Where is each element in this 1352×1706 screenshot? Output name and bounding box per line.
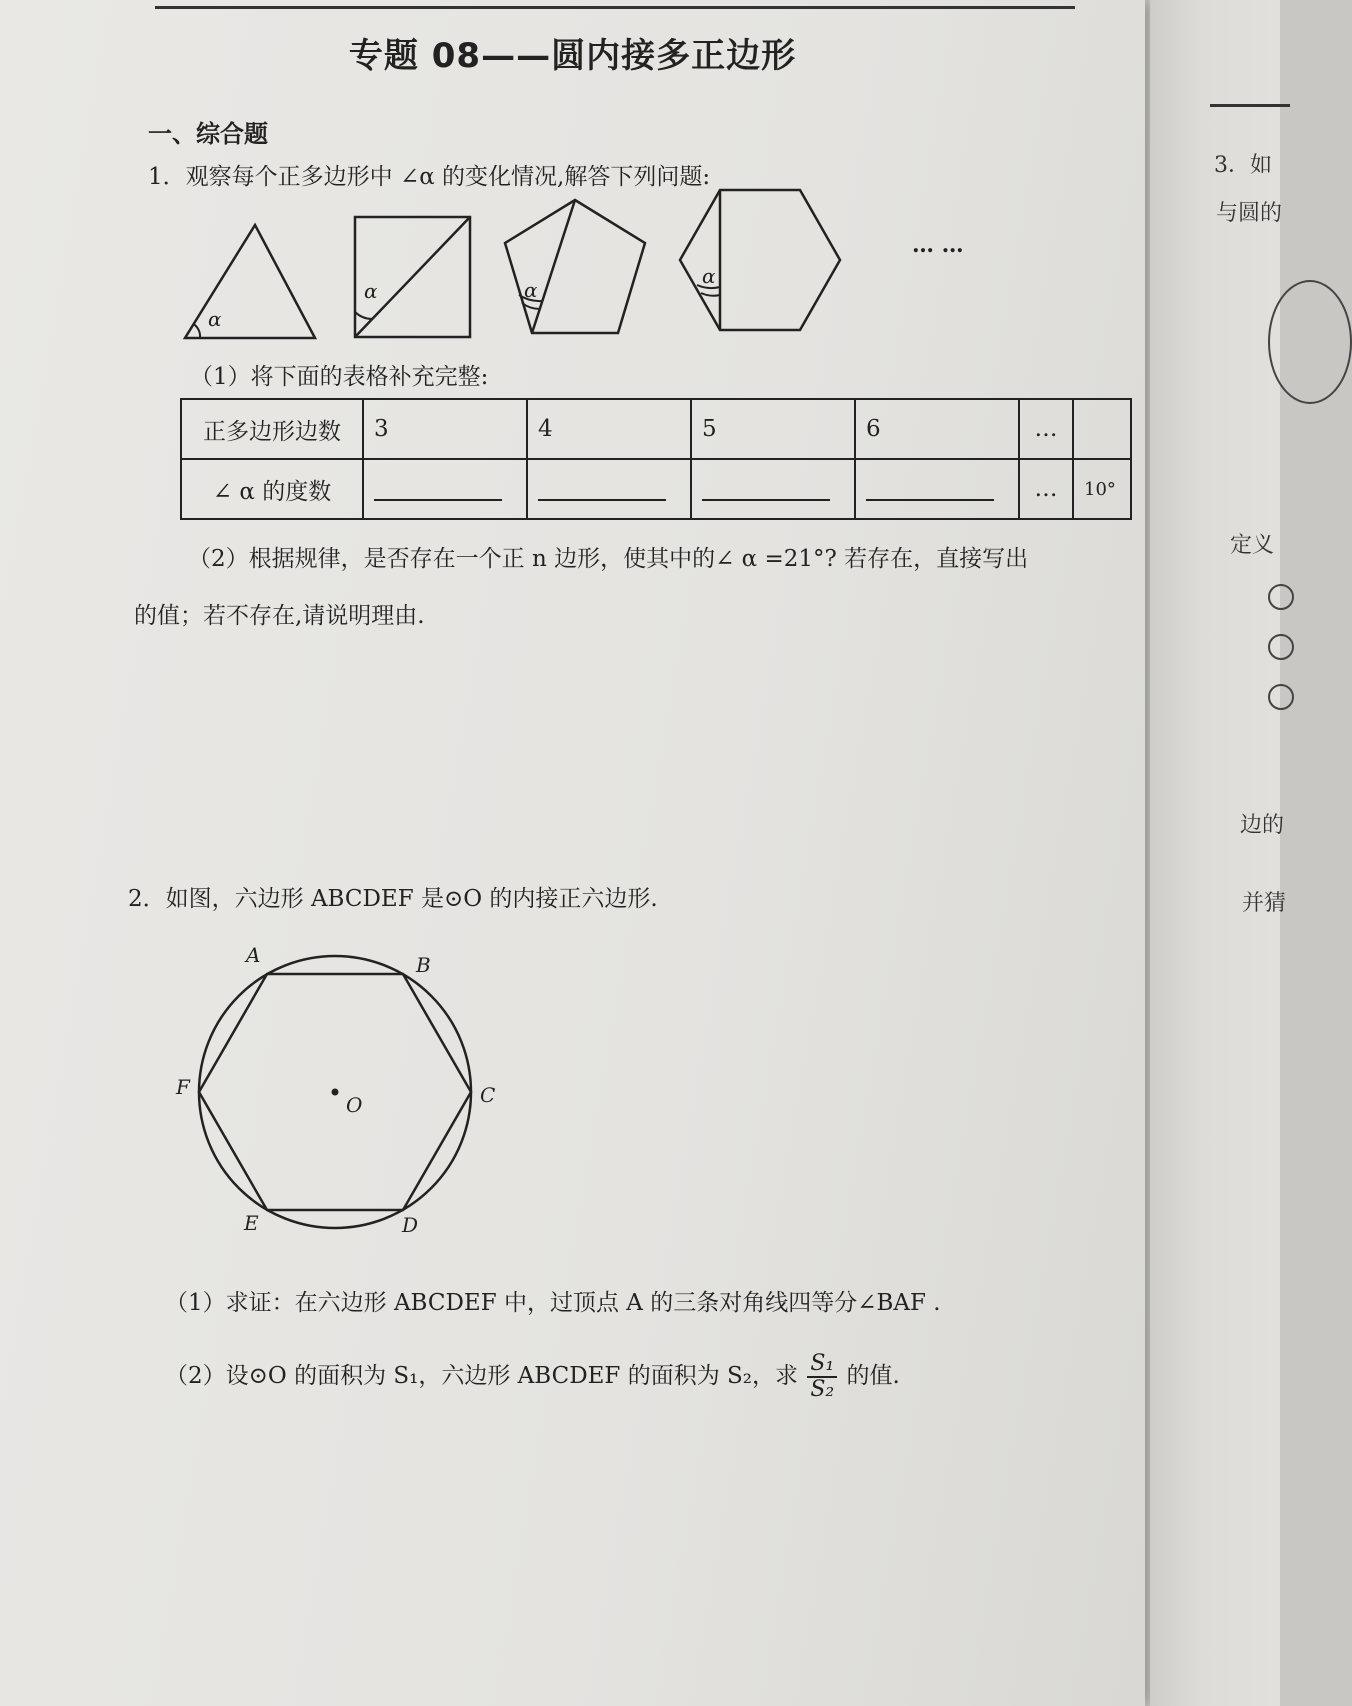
adjacent-q3: 3．如 bbox=[1214, 153, 1272, 178]
alpha-label: α bbox=[364, 279, 378, 303]
alpha-label: α bbox=[208, 307, 222, 331]
table-cell-sides: 4 bbox=[527, 399, 691, 459]
fraction-numerator: S₁ bbox=[807, 1352, 837, 1378]
table-cell-last-value: 10° bbox=[1073, 459, 1131, 519]
answer-blank-cell[interactable] bbox=[691, 459, 855, 519]
adjacent-circle bbox=[1268, 280, 1352, 404]
answer-blank-cell[interactable] bbox=[363, 459, 527, 519]
q1-sub2-line1: （2）根据规律，是否存在一个正 n 边形，使其中的∠ α =21°? 若存在，直接写出 bbox=[188, 546, 1029, 572]
table-cell-sides: 3 bbox=[363, 399, 527, 459]
square-figure bbox=[350, 212, 475, 342]
adjacent-define: 定义 bbox=[1230, 533, 1275, 558]
row-header-angle: ∠ α 的度数 bbox=[181, 459, 363, 519]
center-label-o: O bbox=[346, 1093, 363, 1117]
adjacent-page bbox=[1150, 0, 1287, 1706]
table-cell-sides: 5 bbox=[691, 399, 855, 459]
answer-blank[interactable] bbox=[702, 479, 830, 501]
hexagon-figure bbox=[675, 185, 845, 335]
q2-sub2 bbox=[165, 1352, 900, 1402]
q1-sub2-line2: 的值；若不存在,请说明理由. bbox=[134, 603, 425, 629]
vertex-label-a: A bbox=[246, 943, 261, 967]
adjacent-marker bbox=[1268, 584, 1294, 610]
adjacent-and: 并猜 bbox=[1242, 891, 1287, 916]
vertex-label-e: E bbox=[244, 1211, 259, 1235]
table-cell-dots: … bbox=[1019, 399, 1073, 459]
table-row bbox=[181, 399, 1131, 459]
adjacent-line2: 与圆的 bbox=[1216, 201, 1283, 226]
adjacent-rule bbox=[1210, 104, 1290, 107]
q2-sub1: （1）求证：在六边形 ABCDEF 中，过顶点 A 的三条对角线四等分∠BAF . bbox=[165, 1290, 941, 1316]
hexagon-in-circle-figure bbox=[170, 940, 510, 1240]
fraction-denominator: S₂ bbox=[810, 1377, 835, 1402]
adjacent-edge: 边的 bbox=[1240, 813, 1285, 838]
adjacent-marker bbox=[1268, 634, 1294, 660]
q2-sub2-text: （2）设⊙O 的面积为 S₁，六边形 ABCDEF 的面积为 S₂，求 bbox=[165, 1363, 798, 1389]
table-cell-empty bbox=[1073, 399, 1131, 459]
q1-stem: 1．观察每个正多边形中 ∠α 的变化情况,解答下列问题: bbox=[148, 164, 711, 190]
vertex-label-c: C bbox=[480, 1083, 496, 1107]
vertex-label-d: D bbox=[402, 1213, 419, 1237]
pentagon-figure bbox=[500, 195, 650, 340]
table-cell-sides: 6 bbox=[855, 399, 1019, 459]
table-row bbox=[181, 459, 1131, 519]
q2-stem: 2．如图，六边形 ABCDEF 是⊙O 的内接正六边形. bbox=[128, 886, 658, 912]
alpha-label: α bbox=[702, 264, 716, 288]
top-rule bbox=[155, 6, 1075, 9]
vertex-label-f: F bbox=[176, 1075, 190, 1099]
answer-blank-cell[interactable] bbox=[527, 459, 691, 519]
q1-sub1: （1）将下面的表格补充完整: bbox=[190, 364, 489, 390]
adjacent-marker bbox=[1268, 684, 1294, 710]
answer-blank[interactable] bbox=[538, 479, 666, 501]
answer-blank[interactable] bbox=[374, 479, 502, 501]
table-cell-dots: … bbox=[1019, 459, 1073, 519]
answer-blank[interactable] bbox=[866, 479, 994, 501]
figure-ellipsis: … … bbox=[912, 232, 964, 258]
area-ratio-fraction bbox=[807, 1352, 837, 1402]
triangle-figure bbox=[180, 220, 320, 345]
section-heading: 一、综合题 bbox=[148, 120, 268, 148]
q2-sub2-end: 的值. bbox=[846, 1363, 900, 1389]
row-header-sides: 正多边形边数 bbox=[181, 399, 363, 459]
page-title: 专题 08——圆内接多正边形 bbox=[348, 36, 797, 76]
polygon-table bbox=[180, 398, 1132, 520]
alpha-label: α bbox=[524, 278, 538, 302]
vertex-label-b: B bbox=[416, 953, 431, 977]
answer-blank-cell[interactable] bbox=[855, 459, 1019, 519]
